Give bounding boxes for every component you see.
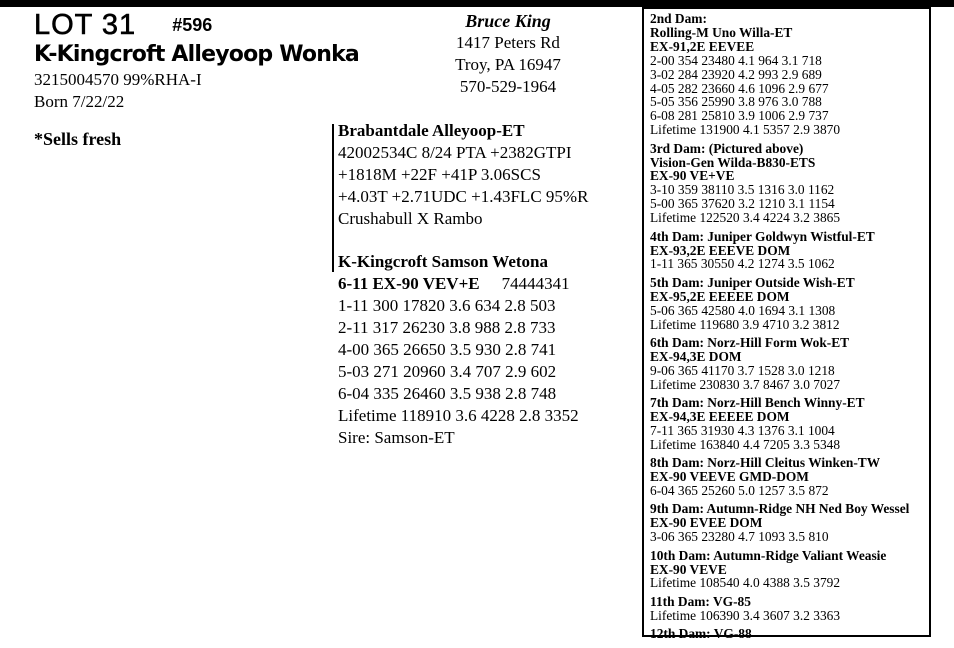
ancestor-dam (650, 627, 909, 641)
ancestor-classification: EX-95,2E EEEEE DOM (650, 288, 790, 304)
ancestor-dam (650, 230, 909, 272)
ancestor-record: 1-11 365 30550 4.2 1274 3.5 1062 (650, 256, 835, 272)
consignor-phone: 570-529-1964 (459, 77, 557, 96)
ancestor-record: 4-05 282 23660 4.6 1096 2.9 677 (650, 80, 829, 96)
dam-record: 1-11 300 17820 3.6 634 2.8 503 (338, 296, 556, 315)
consignor-address-line2: Troy, PA 16947 (455, 55, 561, 74)
ancestor-classification: EX-90 EVEE DOM (650, 515, 763, 531)
sire-line: Crushabull X Rambo (338, 209, 483, 228)
ancestor-dam (650, 549, 909, 591)
ancestor-record: 3-06 365 23280 4.7 1093 3.5 810 (650, 529, 829, 545)
ancestor-record: 7-11 365 31930 4.3 1376 3.1 1004 (650, 422, 835, 438)
ancestor-record: Lifetime 106390 3.4 3607 3.2 3363 (650, 607, 841, 623)
ancestor-record: Lifetime 108540 4.0 4388 3.5 3792 (650, 575, 841, 591)
ancestor-dam (650, 456, 909, 498)
lot-label: LOT 31 (34, 9, 137, 41)
ancestor-classification: EX-94,3E DOM (650, 348, 742, 364)
lot-title (34, 9, 212, 42)
ancestor-record: 5-06 365 42580 4.0 1694 3.1 1308 (650, 302, 836, 318)
ancestor-heading: 12th Dam: VG-88 (650, 626, 752, 642)
ancestor-record: Lifetime 131900 4.1 5357 2.9 3870 (650, 122, 841, 138)
ancestor-name: Rolling-M Uno Willa-ET (650, 24, 793, 40)
ancestor-record: 2-00 354 23480 4.1 964 3.1 718 (650, 52, 822, 68)
ancestor-classification: EX-94,3E EEEEE DOM (650, 408, 790, 424)
ancestor-heading: 11th Dam: VG-85 (650, 593, 751, 609)
ancestor-dam (650, 12, 909, 137)
ancestor-classification: EX-90 VEVE (650, 561, 727, 577)
ancestor-classification: EX-90 VEEVE GMD-DOM (650, 469, 809, 485)
ancestor-classification: EX-90 VE+VE (650, 168, 735, 184)
ancestor-classification: EX-93,2E EEEVE DOM (650, 242, 791, 258)
sire-line: 42002534C 8/24 PTA +2382GTPI (338, 143, 572, 162)
sire-name: Brabantdale Alleyoop-ET (338, 121, 525, 140)
ancestor-dam (650, 276, 909, 332)
ancestor-classification: EX-91,2E EEVEE (650, 38, 755, 54)
consignor-block (420, 10, 596, 98)
ancestor-record: 3-02 284 23920 4.2 993 2.9 689 (650, 66, 822, 82)
sire-line: +1818M +22F +41P 3.06SCS (338, 165, 541, 184)
dam-record: 5-03 271 20960 3.4 707 2.9 602 (338, 362, 557, 381)
ancestor-heading: 7th Dam: Norz-Hill Bench Winny-ET (650, 395, 865, 411)
ancestor-dam (650, 595, 909, 623)
female-line-list (650, 12, 909, 646)
consignor-name: Bruce King (465, 11, 551, 31)
dam-record: 2-11 317 26230 3.8 988 2.8 733 (338, 318, 556, 337)
top-border (0, 0, 954, 7)
ancestor-record: 5-05 356 25990 3.8 976 3.0 788 (650, 94, 822, 110)
ancestor-record: 6-08 281 25810 3.9 1006 2.9 737 (650, 108, 829, 124)
ancestor-dam (650, 336, 909, 392)
ancestor-record: 5-00 365 37620 3.2 1210 3.1 1154 (650, 196, 835, 212)
ancestor-dam (650, 396, 909, 452)
ancestor-record: 6-04 365 25260 5.0 1257 3.5 872 (650, 483, 829, 498)
dam-name: K-Kingcroft Samson Wetona (338, 252, 548, 271)
dam-record: 4-00 365 26650 3.5 930 2.8 741 (338, 340, 557, 359)
ancestor-heading: 5th Dam: Juniper Outside Wish-ET (650, 274, 855, 290)
ancestor-record: 3-10 359 38110 3.5 1316 3.0 1162 (650, 182, 835, 198)
ancestor-record: Lifetime 163840 4.4 7205 3.3 5348 (650, 436, 841, 452)
ancestor-heading: 4th Dam: Juniper Goldwyn Wistful-ET (650, 228, 875, 244)
lot-number: #596 (172, 15, 213, 35)
ancestor-heading: 6th Dam: Norz-Hill Form Wok-ET (650, 334, 850, 350)
ancestor-record: Lifetime 230830 3.7 8467 3.0 7027 (650, 376, 841, 392)
dam-sire: Sire: Samson-ET (338, 428, 455, 447)
ancestor-heading: 2nd Dam: (650, 11, 707, 26)
dam-record: 6-04 335 26460 3.5 938 2.8 748 (338, 384, 557, 403)
ancestor-record: Lifetime 122520 3.4 4224 3.2 3865 (650, 210, 841, 226)
dam-record: Lifetime 118910 3.6 4228 2.8 3352 (338, 406, 579, 425)
dam-classification-line (338, 273, 579, 295)
birth-date: Born 7/22/22 (34, 92, 125, 111)
pedigree-bracket-line (332, 124, 334, 272)
ancestor-heading: 9th Dam: Autumn-Ridge NH Ned Boy Wessel (650, 501, 910, 517)
ancestor-heading: 8th Dam: Norz-Hill Cleitus Winken-TW (650, 455, 881, 471)
ancestor-dam (650, 502, 909, 544)
ancestor-record: Lifetime 119680 3.9 4710 3.2 3812 (650, 316, 840, 332)
ancestor-heading: 3rd Dam: (Pictured above) (650, 140, 804, 156)
registration-info: 3215004570 99%RHA-I (34, 70, 202, 89)
dam-block (338, 251, 579, 449)
sire-line: +4.03T +2.71UDC +1.43FLC 95%R (338, 187, 589, 206)
ancestor-record: 9-06 365 41170 3.7 1528 3.0 1218 (650, 362, 835, 378)
consignor-address-line1: 1417 Peters Rd (456, 33, 560, 52)
sire-block (338, 120, 588, 230)
ancestor-dam (650, 142, 909, 225)
female-line-box (642, 7, 931, 642)
dam-id: 74444341 (501, 274, 570, 293)
ancestor-name: Vision-Gen Wilda-B830-ETS (650, 154, 816, 170)
sale-note: *Sells fresh (34, 129, 122, 149)
ancestor-heading: 10th Dam: Autumn-Ridge Valiant Weasie (650, 547, 887, 563)
animal-name: K-Kingcroft Alleyoop Wonka (34, 42, 359, 67)
dam-classification: 6-11 EX-90 VEV+E (338, 274, 480, 293)
